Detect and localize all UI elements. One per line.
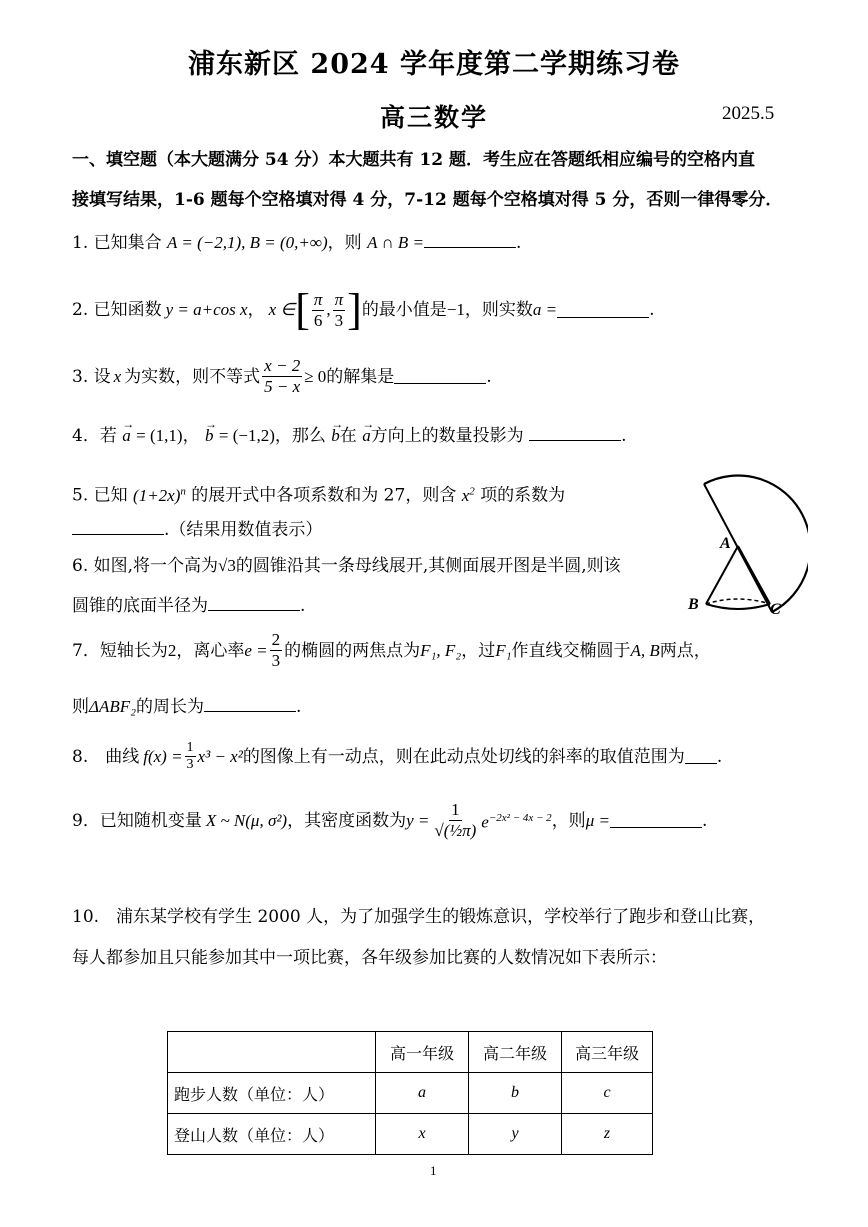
answer-blank-1[interactable] [424,233,516,248]
q9-end: . [701,810,708,831]
q4-vector-b-ref: → b [331,417,344,445]
q1-math: A = (−2,1), B = (0,+∞) [167,233,328,252]
table-row [168,1114,653,1155]
answer-blank-4[interactable] [529,426,621,441]
q3-xvar: x [113,366,122,386]
q6-end: . [300,596,306,616]
q7-line2b: 的周长为 [136,697,205,717]
table-header-cell [168,1032,376,1073]
question-5 [72,481,565,506]
q9-prefix: 9．已知随机变量 [72,810,202,831]
q5-math: $(1+2x)^n$ [133,485,186,505]
cone-right-edge [738,546,770,604]
answer-blank-7[interactable] [204,697,296,712]
q6-sqrt: √3 [218,556,236,575]
q1-math2: A ∩ B = [367,233,425,252]
q5-mid: 的展开式中各项系数和为 27，则含 [191,485,457,506]
table-header-cell: 高三年级 [562,1032,653,1073]
answer-blank-3[interactable] [394,369,486,384]
q6-prefix: 6. 如图,将一个高为 [72,556,219,576]
q4-mid1: ，那么 [274,426,326,446]
cone-left-edge [706,546,738,604]
q5-prefix: 5. 已知 [72,485,128,506]
question-7 [72,630,711,671]
question-1 [72,233,521,253]
cone-figure [684,472,808,620]
table-cell: c [562,1073,653,1114]
q8-rest: x³ − x² [197,746,243,766]
table-cell: 跑步人数（单位：人） [168,1073,376,1114]
cone-base-front [706,604,770,609]
table-cell: a [376,1073,469,1114]
q7-foci: F₁, F₂ [420,640,462,660]
q6-line2: 圆锥的底面半径为 [72,596,208,616]
exam-date: 2025.5 [722,103,775,124]
q6-after: 的圆锥沿其一条母线展开,其侧面展开图是半圆,则该 [235,556,621,576]
q2-frac-2: $\frac{\pi}{3}$ [334,289,344,330]
q2-end: . [649,300,655,320]
question-10-line2: 每人都参加且只能参加其中一项比赛，各年级参加比赛的人数情况如下表所示： [72,948,667,968]
q9-mu: μ = [585,810,610,830]
answer-blank-6[interactable] [208,596,300,611]
cone-base-back [706,599,770,604]
table-cell: 登山人数（单位：人） [168,1114,376,1155]
q8-prefix: 8. 曲线 [72,746,140,767]
q7-after2: 作直线交椭圆于 [511,640,631,661]
q4-prefix: 4．若 [72,426,117,446]
table-header-cell: 高二年级 [469,1032,562,1073]
q7-ab: A, B [630,640,660,660]
table-cell: x [376,1114,469,1155]
answer-blank-8[interactable] [685,749,717,764]
q4-b-value: = (−1,2) [218,426,275,445]
q9-mid: ，其密度函数为 [287,810,407,831]
q3-mid: 为实数，则不等式 [124,366,261,387]
section-instruction-line2: 接填写结果，1-6 题每个空格填对得 4 分，7-12 题每个空格填对得 5 分，否则一律得零分． [72,190,783,210]
q2-prefix: 2. 已知函数 [72,300,162,320]
page-number: 1 [430,1163,437,1178]
question-6 [72,556,621,576]
q9-exp: $e^{-2x^2 - 4x - 2}$ [481,812,552,832]
page-title: 浦东新区 2024 学年度第二学期练习卷 [188,49,680,80]
q7-end: . [296,697,302,717]
question-7-line2 [72,697,301,717]
q7-mid2: ，过 [461,640,496,661]
answer-blank-2[interactable] [557,303,649,318]
q2-minval: −1 [446,300,465,319]
q2-math: y = a+cos x [165,300,248,319]
q4-vector-b: → b [204,417,217,445]
q4-a-value: = (1,1) [136,426,183,445]
q2-frac-1: $\frac{\pi}{6}$ [313,289,323,330]
q5-xsq: $x^2$ [461,485,475,505]
q8-after: 的图像上有一动点，则在此动点处切线的斜率的取值范围为 [242,746,685,767]
answer-blank-9[interactable] [610,813,702,828]
table-header-cell: 高一年级 [376,1032,469,1073]
question-4 [72,417,627,446]
q3-relation: ≥ 0 [304,366,327,386]
q8-fx: f(x) = [143,746,183,766]
q9-fraction: $\frac{1}{\text{√(½π)}}$ [434,800,477,840]
q2-right-bracket: ] [347,285,362,334]
q2-mid: ， [247,300,265,320]
q7-fraction: $\frac{2}{3}$ [271,630,281,670]
q4-sep: ， [182,426,200,446]
q3-end: . [486,366,492,387]
question-10-line1: 10. 浦东某学校有学生 2000 人，为了加强学生的锻炼意识，学校举行了跑步和登山比赛， [72,907,766,927]
label-c: C [770,601,781,618]
table-row [168,1073,653,1114]
q5-note: .（结果用数值表示） [164,520,323,540]
q8-fraction: $\frac{1}{3}$ [186,740,194,772]
label-a: A [720,535,731,552]
q1-mid: ，则 [327,233,362,253]
page-subtitle: 高三数学 [380,103,489,132]
q7-end2: 两点， [659,640,711,661]
answer-blank-5[interactable] [72,520,164,535]
q9-distribution: X ~ N(μ, σ²) [205,810,288,830]
question-8 [72,740,722,773]
q2-after: 的最小值是 [361,300,447,320]
q5-after: 项的系数为 [480,485,566,506]
q4-vector-a-ref: → a [362,417,375,445]
q7-two: 2 [167,640,177,660]
q1-prefix: 1. 已知集合 [72,233,162,253]
q7-evar: e = [244,640,268,660]
q4-mid3: 方向上的数量投影为 [370,426,524,446]
q3-prefix: 3. 设 [72,366,111,387]
q1-end: . [516,233,522,253]
label-b: B [688,596,699,613]
q8-end: . [716,746,723,767]
table-cell: y [469,1114,562,1155]
q7-line2a: 则 [72,697,89,717]
q2-end1: ，则实数 [464,300,533,320]
q7-prefix: 7．短轴长为 [72,640,168,661]
q2-left-bracket: [ [295,285,310,334]
q4-vector-a: → a [122,417,135,445]
q9-yeq: y = [406,810,430,830]
question-9 [72,800,707,841]
section-instruction-line1: 一、填空题（本大题满分 54 分）本大题共有 12 题．考生应在答题纸相应编号的空格内直 [72,150,755,170]
q7-mid: ，离心率 [176,640,245,661]
question-5-line2 [72,520,322,540]
q7-triangle: ΔABF₂ [89,697,137,716]
table-cell: z [562,1114,653,1155]
q4-end: . [621,426,627,446]
question-6-line2 [72,596,305,616]
question-3 [72,356,492,397]
q3-after: 的解集是 [326,366,395,387]
question-2: 2. 已知函数 y = a+cos x ， x ∈ [ $\frac{\pi}{6}$ , $\frac{\pi}{3}$ ] 的最小值是 −1 ，则实数 a = . [72,285,655,334]
q2-x-in: x ∈ [268,300,296,319]
q7-after: 的椭圆的两焦点为 [284,640,421,661]
q9-after: ，则 [551,810,586,831]
q3-fraction: $\frac{x - 2}{5 - x}$ [264,356,301,396]
q4-mid2: 在 [339,426,357,446]
table-cell: b [469,1073,562,1114]
q7-f1: F₁ [495,640,512,660]
table-header-row [168,1032,653,1073]
q2-avar: a = [532,300,558,319]
participation-table [167,1031,653,1155]
